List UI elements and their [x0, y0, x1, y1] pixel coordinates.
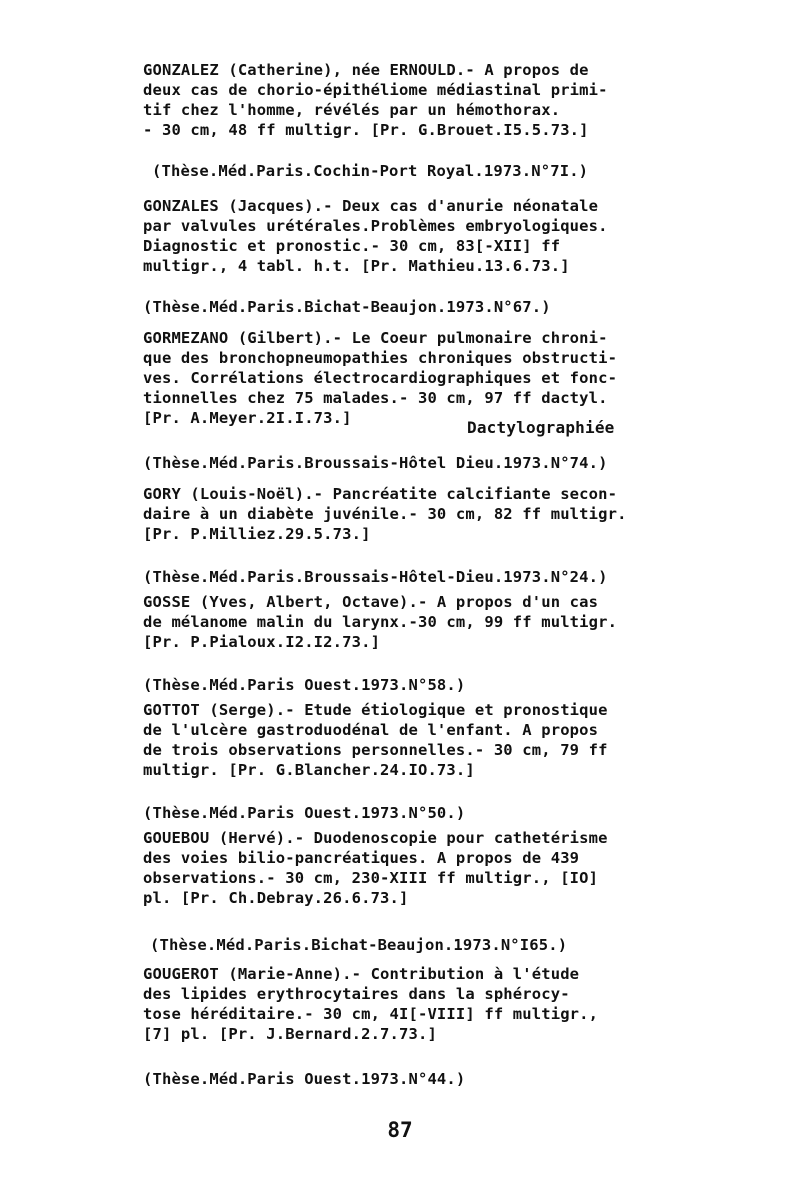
- entry-line: observations.- 30 cm, 230-XIII ff multigr., [IO]: [143, 869, 599, 887]
- entry-line: - 30 cm, 48 ff multigr. [Pr. G.Brouet.I5.5.73.]: [143, 121, 589, 139]
- entry-line: [Pr. P.Milliez.29.5.73.]: [143, 525, 371, 543]
- bibliography-entry-gougerot-marie-anne: [143, 964, 663, 1044]
- bibliography-entry-gottot-serge: [143, 700, 663, 780]
- thesis-source: (Thèse.Méd.Paris.Bichat-Beaujon.1973.N°67.): [143, 298, 551, 316]
- bibliography-entry-gormezano-gilbert: [143, 328, 663, 428]
- thesis-source: (Thèse.Méd.Paris Ouest.1973.N°44.): [143, 1070, 466, 1088]
- entry-line: de l'ulcère gastroduodénal de l'enfant. A propos: [143, 721, 599, 739]
- entry-line: pl. [Pr. Ch.Debray.26.6.73.]: [143, 889, 409, 907]
- entry-line: GONZALEZ (Catherine), née ERNOULD.- A propos de: [143, 61, 589, 79]
- entry-line: tionnelles chez 75 malades.- 30 cm, 97 ff dactyl.: [143, 389, 608, 407]
- thesis-source: (Thèse.Méd.Paris Ouest.1973.N°58.): [143, 676, 466, 694]
- bibliography-entry-gosse-yves: [143, 592, 663, 652]
- entry-line: GOSSE (Yves, Albert, Octave).- A propos d'un cas: [143, 593, 599, 611]
- entry-line: des lipides erythrocytaires dans la sphérocy-: [143, 985, 570, 1003]
- handwritten-note: Dactylographiée: [467, 418, 615, 437]
- thesis-source: (Thèse.Méd.Paris.Bichat-Beaujon.1973.N°I65.): [150, 936, 568, 954]
- entry-line: [7] pl. [Pr. J.Bernard.2.7.73.]: [143, 1025, 437, 1043]
- page-number: 87: [387, 1118, 413, 1142]
- entry-line: GOUEBOU (Hervé).- Duodenoscopie pour cathetérisme: [143, 829, 608, 847]
- entry-line: que des bronchopneumopathies chroniques obstructi-: [143, 349, 618, 367]
- entry-line: GOUGEROT (Marie-Anne).- Contribution à l'étude: [143, 965, 580, 983]
- entry-line: [Pr. A.Meyer.2I.I.73.]: [143, 409, 352, 427]
- entry-line: ves. Corrélations électrocardiographiques et fonc-: [143, 369, 618, 387]
- entry-line: GOTTOT (Serge).- Etude étiologique et pronostique: [143, 701, 608, 719]
- entry-line: de mélanome malin du larynx.-30 cm, 99 ff multigr.: [143, 613, 618, 631]
- thesis-source: (Thèse.Méd.Paris.Cochin-Port Royal.1973.N°7I.): [152, 162, 589, 180]
- entry-line: Diagnostic et pronostic.- 30 cm, 83[-XII] ff: [143, 237, 561, 255]
- entry-line: multigr., 4 tabl. h.t. [Pr. Mathieu.13.6.73.]: [143, 257, 570, 275]
- entry-line: GORY (Louis-Noël).- Pancréatite calcifiante secon-: [143, 485, 618, 503]
- entry-line: tif chez l'homme, révélés par un hémothorax.: [143, 101, 561, 119]
- entry-line: de trois observations personnelles.- 30 cm, 79 ff: [143, 741, 608, 759]
- entry-line: des voies bilio-pancréatiques. A propos de 439: [143, 849, 580, 867]
- entry-line: [Pr. P.Pialoux.I2.I2.73.]: [143, 633, 381, 651]
- entry-line: multigr. [Pr. G.Blancher.24.IO.73.]: [143, 761, 475, 779]
- thesis-source: (Thèse.Méd.Paris.Broussais-Hôtel Dieu.1973.N°74.): [143, 454, 608, 472]
- entry-line: GORMEZANO (Gilbert).- Le Coeur pulmonaire chroni-: [143, 329, 608, 347]
- entry-line: deux cas de chorio-épithéliome médiastinal primi-: [143, 81, 608, 99]
- bibliography-entry-gonzales-jacques: [143, 196, 663, 276]
- thesis-source: (Thèse.Méd.Paris.Broussais-Hôtel-Dieu.1973.N°24.): [143, 568, 608, 586]
- entry-line: GONZALES (Jacques).- Deux cas d'anurie néonatale: [143, 197, 599, 215]
- bibliography-entry-gory-louis-noel: [143, 484, 663, 544]
- thesis-source: (Thèse.Méd.Paris Ouest.1973.N°50.): [143, 804, 466, 822]
- entry-line: daire à un diabète juvénile.- 30 cm, 82 ff multigr.: [143, 505, 627, 523]
- entry-line: tose héréditaire.- 30 cm, 4I[-VIII] ff multigr.,: [143, 1005, 599, 1023]
- bibliography-entry-gouebou-herve: [143, 828, 663, 908]
- bibliography-entry-gonzalez-catherine: [143, 60, 663, 140]
- entry-line: par valvules urétérales.Problèmes embryologiques.: [143, 217, 608, 235]
